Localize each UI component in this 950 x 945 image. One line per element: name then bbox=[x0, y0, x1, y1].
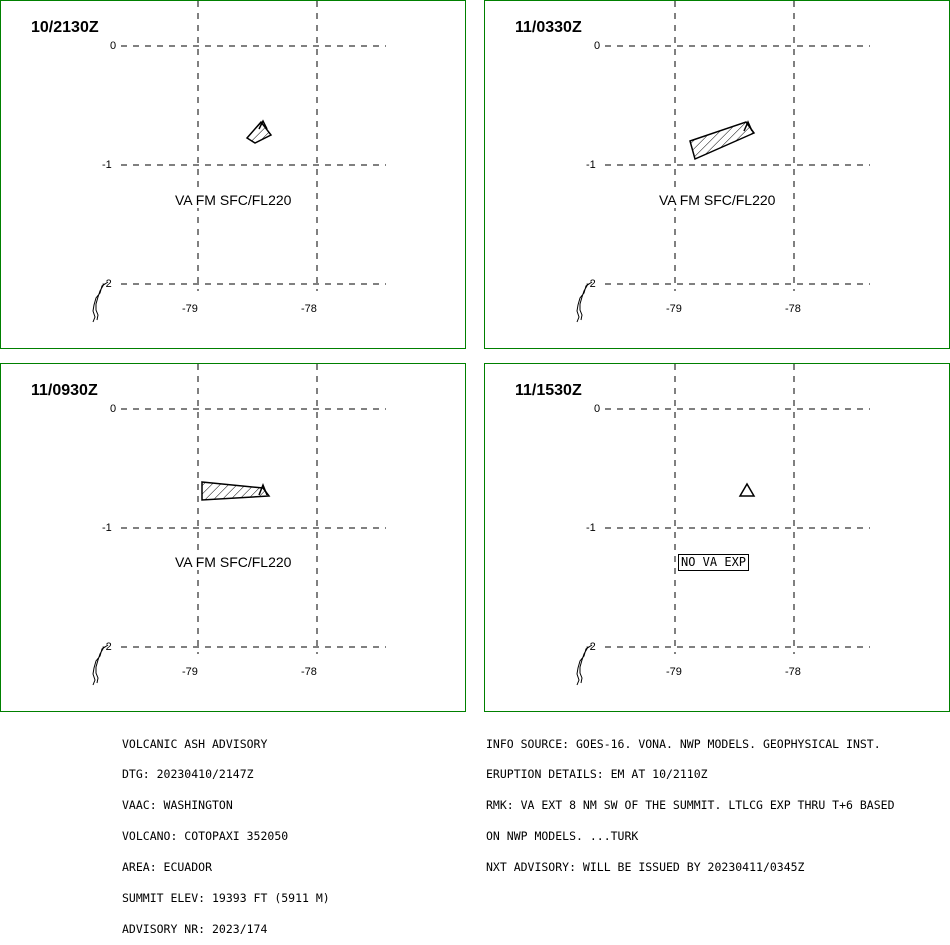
lat-label-1: -1 bbox=[586, 159, 596, 171]
va-altitude-label: VA FM SFC/FL220 bbox=[175, 192, 292, 208]
lat-label-1: -1 bbox=[102, 522, 112, 534]
advisory-remark-2: ON NWP MODELS. ...TURK bbox=[486, 829, 639, 844]
advisory-vaac: VAAC: WASHINGTON bbox=[122, 798, 233, 813]
lon-label-79: -79 bbox=[182, 666, 198, 678]
lon-label-78: -78 bbox=[785, 303, 801, 315]
lat-label-0: 0 bbox=[110, 40, 117, 52]
ash-cloud-polygon bbox=[202, 482, 269, 500]
lat-label-1: -1 bbox=[102, 159, 112, 171]
lon-label-78: -78 bbox=[301, 666, 317, 678]
advisory-area: AREA: ECUADOR bbox=[122, 860, 213, 875]
advisory-next: NXT ADVISORY: WILL BE ISSUED BY 20230411/0345Z bbox=[486, 860, 805, 875]
lat-label-0: 0 bbox=[110, 403, 117, 415]
map-grid bbox=[485, 1, 950, 350]
forecast-panel-t0 bbox=[0, 0, 466, 349]
lon-label-79: -79 bbox=[182, 303, 198, 315]
map-grid bbox=[1, 364, 467, 713]
volcano-icon bbox=[740, 484, 754, 496]
advisory-remark-1: RMK: VA EXT 8 NM SW OF THE SUMMIT. LTLCG EXP THRU T+6 BASED bbox=[486, 798, 895, 813]
forecast-panel-t12 bbox=[0, 363, 466, 712]
lat-label-2: -2 bbox=[102, 641, 112, 653]
advisory-number: ADVISORY NR: 2023/174 bbox=[122, 921, 268, 936]
lon-label-78: -78 bbox=[785, 666, 801, 678]
lon-label-78: -78 bbox=[301, 303, 317, 315]
va-altitude-label: VA FM SFC/FL220 bbox=[659, 192, 776, 208]
advisory-volcano: VOLCANO: COTOPAXI 352050 bbox=[122, 829, 289, 844]
advisory-info-source: INFO SOURCE: GOES-16. VONA. NWP MODELS. GEOPHYSICAL INST. bbox=[486, 736, 881, 751]
ash-cloud-polygon bbox=[690, 122, 754, 159]
advisory-summit-elev: SUMMIT ELEV: 19393 FT (5911 M) bbox=[122, 891, 330, 906]
no-va-exp-box: NO VA EXP bbox=[678, 554, 749, 571]
map-grid bbox=[485, 364, 950, 713]
lat-label-2: -2 bbox=[586, 641, 596, 653]
advisory-title: VOLCANIC ASH ADVISORY bbox=[122, 736, 268, 751]
panel-time: 11/1530Z bbox=[515, 382, 582, 399]
lon-label-79: -79 bbox=[666, 303, 682, 315]
va-altitude-label: VA FM SFC/FL220 bbox=[175, 554, 292, 570]
lat-label-2: -2 bbox=[586, 278, 596, 290]
advisory-left-block bbox=[122, 718, 330, 945]
ash-cloud-polygon bbox=[247, 122, 271, 143]
panel-time: 11/0330Z bbox=[515, 19, 582, 36]
map-grid bbox=[1, 1, 467, 350]
lon-label-79: -79 bbox=[666, 666, 682, 678]
advisory-eruption-details: ERUPTION DETAILS: EM AT 10/2110Z bbox=[486, 767, 708, 782]
lat-label-1: -1 bbox=[586, 522, 596, 534]
advisory-right-block bbox=[486, 718, 895, 883]
panel-time: 10/2130Z bbox=[31, 19, 99, 36]
forecast-panel-t6 bbox=[484, 0, 950, 349]
forecast-panel-t18 bbox=[484, 363, 950, 712]
panel-time: 11/0930Z bbox=[31, 382, 98, 399]
advisory-dtg: DTG: 20230410/2147Z bbox=[122, 767, 254, 782]
lat-label-0: 0 bbox=[594, 40, 601, 52]
lat-label-2: -2 bbox=[102, 278, 112, 290]
lat-label-0: 0 bbox=[594, 403, 601, 415]
